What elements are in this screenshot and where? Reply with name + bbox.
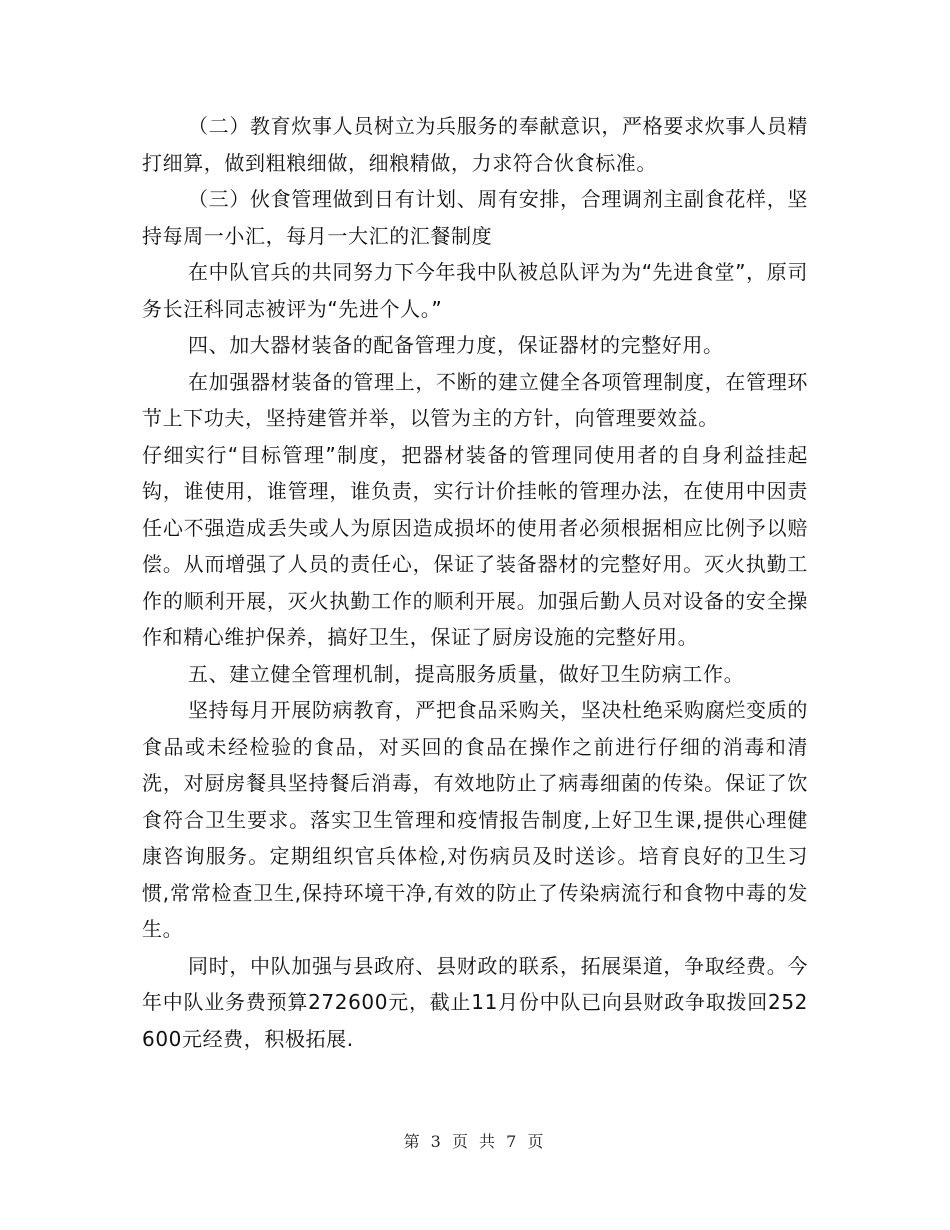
paragraph-meal-planning: （三）伙食管理做到日有计划、周有安排，合理调剂主副食花样，坚持每周一小汇，每月一大汇的汇餐制度 bbox=[142, 187, 808, 248]
paragraph-canteen-award: 在中队官兵的共同努力下今年我中队被总队评为为“先进食堂”，原司务长汪科同志被评为“先进个人。” bbox=[142, 260, 808, 321]
paragraph-equipment-management: 在加强器材装备的管理上，不断的建立健全各项管理制度，在管理环节上下功夫，坚持建管并举，以管为主的方针，向管理要效益。 bbox=[142, 369, 808, 430]
document-body bbox=[142, 108, 808, 1057]
paragraph-disease-prevention: 坚持每月开展防病教育，严把食品采购关，坚决杜绝采购腐烂变质的食品或未经检验的食品，对买回的食品在操作之前进行仔细的消毒和清洗，对厨房餐具坚持餐后消毒，有效地防止了病毒细菌的传染。保证了饮食符合卫生要求。落实卫生管理和疫情报告制度,上好卫生课,提供心理健康咨询服务。定期组织官兵体检,对伤病员及时送诊。培育良好的卫生习惯,常常检查卫生,保持环境干净,有效的防止了传染病流行和食物中毒的发生。 bbox=[142, 698, 808, 941]
paragraph-target-management: 仔细实行“目标管理”制度，把器材装备的管理同使用者的自身利益挂起钩，谁使用，谁管理，谁负责，实行计价挂帐的管理办法，在使用中因责任心不强造成丢失或人为原因造成损坏的使用者必须根据相应比例予以赔偿。从而增强了人员的责任心，保证了装备器材的完整好用。灭火执勤工作的顺利开展，灭火执勤工作的顺利开展。加强后勤人员对设备的安全操作和精心维护保养，搞好卫生，保证了厨房设施的完整好用。 bbox=[142, 442, 808, 649]
paragraph-funding: 同时，中队加强与县政府、县财政的联系，拓展渠道，争取经费。今年中队业务费预算272600元，截止11月份中队已向县财政争取拨回252600元经费，积极拓展. bbox=[142, 953, 808, 1051]
section-heading-hygiene: 五、建立健全管理机制，提高服务质量，做好卫生防病工作。 bbox=[188, 661, 745, 686]
page-number-footer: 第 3 页 共 7 页 bbox=[403, 1132, 547, 1151]
section-heading-equipment: 四、加大器材装备的配备管理力度，保证器材的完整好用。 bbox=[188, 333, 724, 357]
paragraph-food-staff: （二）教育炊事人员树立为兵服务的奉献意识，严格要求炊事人员精打细算，做到粗粮细做，细粮精做，力求符合伙食标准。 bbox=[142, 114, 808, 175]
